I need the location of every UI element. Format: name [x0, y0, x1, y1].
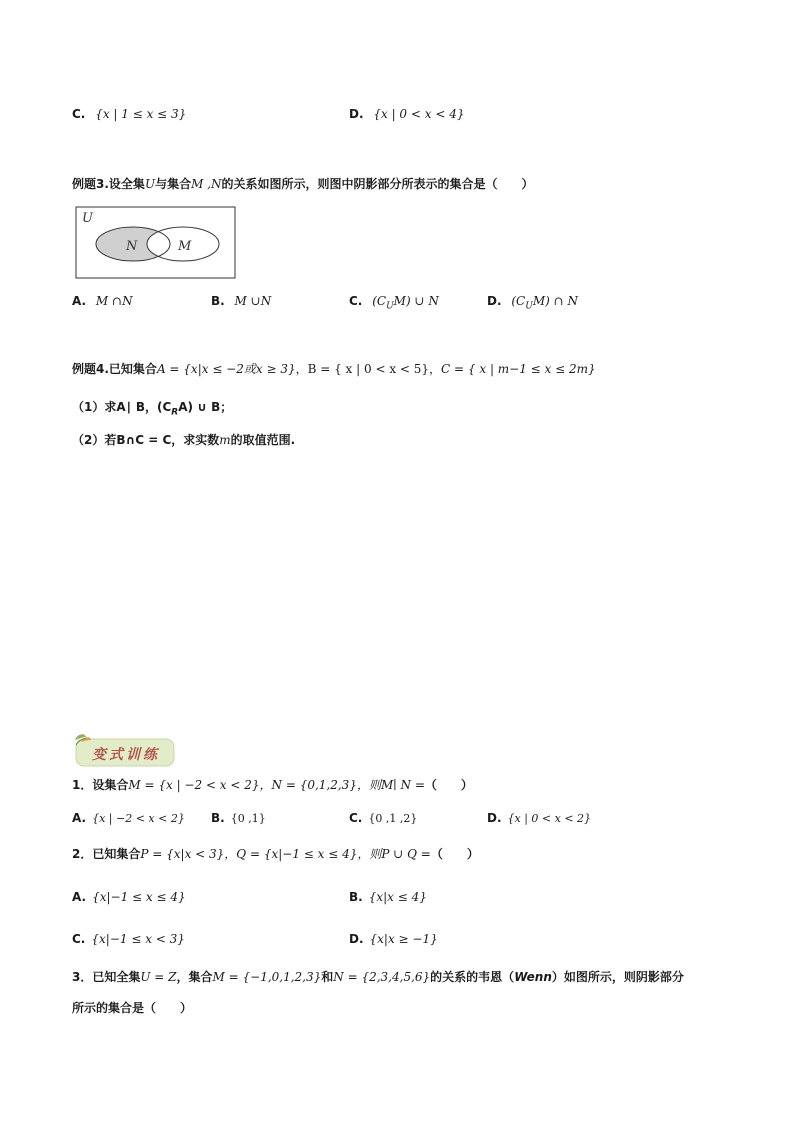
option-d: D. $(C_UM)$ ∩ N: [487, 294, 578, 312]
option-c: C. {x|−1 ≤ x < 3}: [72, 932, 185, 946]
section-badge-label: 变式训练: [92, 747, 160, 763]
example-title: 例题3.: [72, 177, 109, 191]
set-m-label: M: [178, 239, 192, 254]
example3-question: 例题3.设全集U与集合M ,N的关系如图所示，则图中阴影部分所表示的集合是（ ）: [72, 177, 534, 191]
option-b: B. {x|x ≤ 4}: [349, 890, 427, 904]
option-c: [72, 106, 186, 122]
option-a: A. {x | −2 < x < 2}: [72, 811, 185, 825]
option-b: B. M ∪N: [211, 294, 272, 308]
option-a: A. M ∩N: [72, 294, 133, 308]
option-d: [349, 106, 464, 122]
option-content: {x | 1 ≤ x ≤ 3}: [95, 107, 187, 121]
question-3: 3．已知全集U = Z，集合M = {−1,0,1,2,3}和N = {2,3,4,5,6}的关系的韦恩（Wenn）如图所示，则阴影部分: [72, 970, 684, 984]
example4-part2: （2）若B∩C = C，求实数m的取值范围.: [72, 433, 296, 447]
example-title: 例题4.: [72, 362, 109, 376]
option-label: C.: [72, 107, 86, 121]
option-d: D. {x | 0 < x < 2}: [487, 811, 592, 825]
example4-question: 例题4.已知集合A = {x|x ≤ −2或x ≥ 3}，B = { x | 0 < x < 5}，C = { x | m−1 ≤ x ≤ 2m}: [72, 362, 596, 376]
venn-diagram: [75, 206, 237, 280]
option-content: {x | 0 < x < 4}: [373, 107, 465, 121]
set-n-label: N: [126, 239, 138, 254]
question-1: 1．设集合M = {x | −2 < x < 2}，N = {0,1,2,3}，则M∣ N =（ ）: [72, 778, 473, 792]
option-d: D. {x|x ≥ −1}: [349, 932, 438, 946]
option-a: A. {x|−1 ≤ x ≤ 4}: [72, 890, 186, 904]
option-label: D.: [349, 107, 364, 121]
option-c: C. $(C_UM)$ ∪ N: [349, 294, 439, 312]
option-c: C. {0 ,1 ,2}: [349, 811, 418, 825]
question-3-line2: 所示的集合是（ ）: [72, 1001, 193, 1015]
example4-part1: （1）求A∣ B，$(C_RA)$ ∪ B；: [72, 400, 233, 418]
option-b: B. {0 ,1}: [211, 811, 266, 825]
question-2: 2．已知集合P = {x|x < 3}，Q = {x|−1 ≤ x ≤ 4}，则P ∪ Q =（ ）: [72, 847, 479, 861]
universe-label: U: [82, 211, 93, 226]
